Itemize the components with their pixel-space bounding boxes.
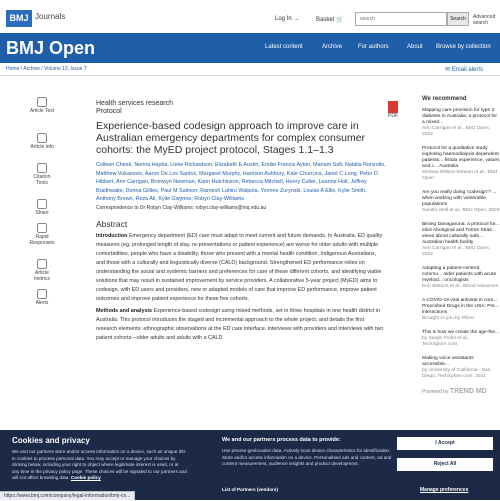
intro-text: Emergency department (ED) care must adapt to meet current and future demands. In Australia, ED quality measures (eg, prolonged length of stay, re-presentations or patient experience) are worse for older adults with multiple comorbidities, people who have a disability, those who present with a mental health condition, Indigenous Australians, and those with a culturally and linguistically diverse (CALD) background. Strengthened ED performance relies on understanding the social and systemic barriers and preferences for care of these different cohorts, and identifying viable solutions that may result in sustained improvement by service providers. A collaborative 5-year project (MyED) aims to codesign, with ED users and providers, new or adapted models of care that improve ED performance, improve patient outcomes and improve patient experience for these five cohorts. (96, 232, 383, 302)
methods-label: Methods and analysis (96, 307, 153, 314)
abstract-introduction (96, 232, 386, 304)
email-alerts-link[interactable] (445, 66, 483, 73)
main-nav (0, 33, 500, 63)
rec-title: Mapping care provision for type 2 diabetes in Australia: a protocol for a mixed... (422, 108, 498, 125)
rec-meta: Sandra Moll et al., BMJ Open, 2020 (422, 208, 500, 213)
manage-preferences-link[interactable]: Manage preferences (420, 487, 469, 493)
cookie-text (12, 449, 187, 482)
nav-for-authors[interactable]: For authors (358, 44, 389, 50)
rec-title: Are you really doing 'codesign'? ... when working with vulnerable populations (422, 190, 497, 207)
journals-label[interactable]: Journals (35, 12, 66, 21)
nav-archive[interactable]: Archive (322, 44, 343, 50)
rec-title: Adapting a patient-centred commu... older patients with acute myeloid... oncologists (422, 266, 497, 283)
sidebar-label: Rapid Responses (29, 234, 55, 246)
correspondence[interactable]: Correspondence to Dr Robyn Clay-Williams; robyn.clay-williams@mq.edu.au (96, 204, 267, 211)
rec-title: This is how we create the age-frie... (422, 330, 500, 335)
sidebar-label: Article Text (29, 108, 55, 114)
abstract-methods (96, 307, 386, 343)
status-bar-url: https://www.bmj.com/company/legal-information/bmj-co... (0, 491, 135, 500)
powered-by-label: Powered by (422, 389, 449, 395)
rec-title: Protocol for a qualitative study exploring haemodialysis dependent patients... fistula experience, values and c... Australia (422, 146, 500, 169)
document-icon (37, 97, 47, 107)
recommended-item[interactable] (422, 298, 500, 322)
article-main (96, 100, 386, 343)
recommended-item[interactable] (422, 266, 500, 290)
sidebar-article-metrics[interactable] (28, 259, 56, 282)
cookie-title: Cookies and privacy (12, 436, 90, 445)
chat-icon (37, 223, 47, 233)
article-section: Health services research (96, 100, 174, 107)
recommended-item[interactable] (422, 222, 500, 258)
recommended-item[interactable] (422, 330, 500, 348)
sidebar-label: Article info (30, 144, 54, 150)
pdf-icon (388, 101, 398, 113)
vendors-link[interactable]: List of Partners (vendors) (222, 487, 278, 492)
login-icon: → (293, 16, 300, 22)
basket-icon: 🛒 (336, 17, 344, 23)
recommended-item[interactable] (422, 356, 500, 380)
cookie-policy-link[interactable]: Cookie policy (70, 475, 101, 480)
rec-meta: Ann Carrigan et al., BMJ Open, 2022 (422, 246, 490, 257)
nav-browse-collection[interactable]: Browse by collection (436, 44, 491, 50)
sidebar-label: Share (35, 210, 49, 216)
info-icon (37, 133, 47, 143)
nav-latest-content[interactable]: Latest content (265, 44, 303, 50)
sidebar-label: Citation Tools (33, 174, 51, 186)
cookie-purposes-title: We and our partners process data to provide: (222, 437, 341, 443)
trendmd-credit[interactable] (422, 388, 500, 395)
cookie-purposes-text: Use precise geolocation data. Actively scan device characteristics for identification. Store and/or access information on a device. Personalised ads and content, ad and content measurement, audience insights and product development. (222, 448, 392, 466)
basket-label: Basket (316, 17, 335, 23)
recommended-item[interactable] (422, 190, 500, 214)
pdf-label: PDF (388, 113, 398, 119)
sidebar-label: Article metrics (33, 270, 51, 282)
abstract-heading: Abstract (96, 218, 128, 229)
pdf-download[interactable] (386, 101, 400, 119)
share-icon (37, 199, 47, 209)
sidebar-rapid-responses[interactable] (28, 223, 56, 246)
mail-icon: ✉ (445, 67, 451, 73)
sidebar-citation-tools[interactable] (28, 163, 56, 186)
recommended-heading: We recommend (422, 96, 467, 102)
sidebar-article-info[interactable] (28, 133, 56, 150)
rec-title: A COVID-19 viral antiviral in com... Prescribed Drugs in the USA: Pot... interactions (422, 298, 499, 315)
login-label: Log In (275, 16, 292, 22)
sidebar-label: Alerts (35, 300, 49, 306)
accept-button[interactable]: I Accept (397, 437, 493, 450)
sidebar-article-text[interactable] (28, 97, 56, 114)
rec-meta: by Sanjib Podel et al., TechXplore.com (422, 336, 470, 347)
top-bar (0, 0, 500, 33)
search-button[interactable]: Search (447, 12, 469, 26)
recommended-item[interactable] (422, 108, 500, 138)
rec-title: Birang Danagaruna: a protocol for... elicit Aboriginal and Torres Strait... views about culturally safe... Australian health facility (422, 222, 500, 245)
cookie-body: We and our partners store and/or access information on a device, such as unique IDs in cookies to process personal data. You may accept or manage your choices by clicking below, including your right to object where legitimate interest is used, or at any time in the privacy policy page. These choices will be signaled to our partners and will not affect browsing data. (12, 449, 187, 480)
recommended-panel (422, 96, 500, 395)
rec-meta: Melissa Wilson-Stewart et al., BMJ Open (422, 170, 498, 181)
search-input[interactable] (355, 12, 447, 26)
rec-meta: Ann Carrigan et al., BMJ Open, 2022 (422, 126, 490, 137)
breadcrumb[interactable]: Home / Archive / Volume 13, Issue 7 (6, 66, 87, 72)
sidebar-share[interactable] (28, 199, 56, 216)
basket-link[interactable] (316, 16, 344, 23)
intro-label: Introduction (96, 232, 128, 239)
quote-icon (37, 163, 47, 173)
chart-icon (37, 259, 47, 269)
advanced-search-link[interactable]: Advanced search (473, 14, 496, 26)
trendmd-logo: TREND MD (449, 388, 487, 395)
journal-brand[interactable]: BMJ Open (6, 38, 96, 58)
reject-all-button[interactable]: Reject All (397, 458, 493, 471)
rec-meta: by University of California - San Diego, TechXplore.com, 2021 (422, 368, 491, 379)
nav-about[interactable]: About (407, 44, 423, 50)
login-link[interactable] (275, 16, 299, 22)
methods-text: Experience-based codesign using mixed methods, set in three hospitals in one health district in Australia. This protocol introduces the staged and incremental approach to the whole project, and details the first research elements: ethnographic observations at the ED care interface, interviews with providers and interviews with two patient cohorts—older adults and adults with a CALD (96, 307, 384, 341)
mail-icon (37, 289, 47, 299)
rec-meta: Erin Watson et al., Blood Advances (422, 284, 499, 289)
article-title: Experience-based codesign approach to improve care in Australian emergency departments for complex consumer cohorts: the MyED project protocol, Stages 1.1–1.3 (96, 120, 366, 156)
email-alerts-label: Email alerts (451, 67, 484, 73)
article-type: Protocol (96, 108, 122, 115)
cookie-banner (0, 430, 500, 500)
sidebar-alerts[interactable] (28, 289, 56, 306)
divider (0, 75, 500, 76)
rec-title: Making voice assistants accessible... (422, 356, 474, 367)
recommended-item[interactable] (422, 146, 500, 182)
bmj-logo[interactable]: BMJ (6, 10, 32, 27)
rec-meta: Brought to you by Pfizer (422, 316, 475, 321)
author-list[interactable]: Colleen Cheek, Nerina Hayba, Lieke Richardson, Elizabeth E Austin, Emilie Francis Ayton, Mariam Safi, Natália Ronzolin, Matthew Vukasovic, Aaron De Los Santos, Margaret Murphy, Harrison Ashbury, Kate Churruca, Janet C Long, Peter D Hibbert, Ann Carrigan, Bronwyn Newman, Karin Hutchinson, Rebecca Mitchell, Henry Cutler, Leanne Holt, Jeffrey Braithwaite, Donna Gillies, Paul M Salmon, Ramesh Lahiru Walpola, Yvonne Zurynski, Louise A Ellis, Kylie Smith, Anthony Brown, Reza Ali, Kylie Gwynne, Robyn Clay-Williams (96, 162, 386, 203)
